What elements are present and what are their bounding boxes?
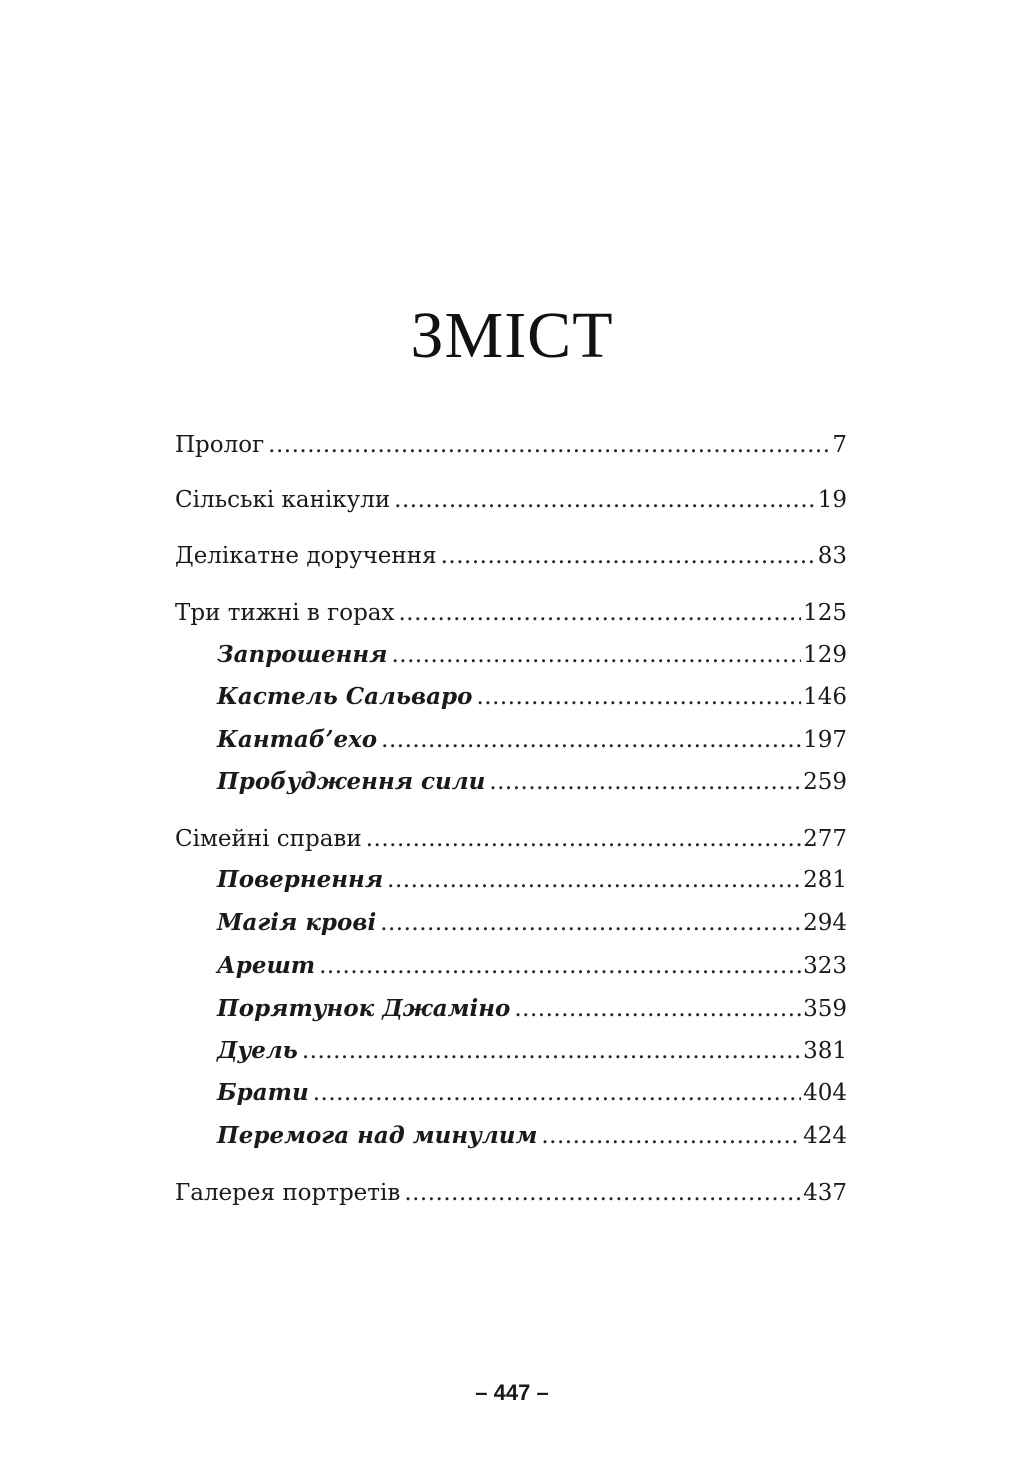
toc-entry-page: 294 [803,910,847,936]
toc-subentry-duel[interactable] [217,1034,847,1068]
dot-leader [541,1119,801,1153]
toc-entry-label: Перемога над минулим [217,1122,538,1149]
toc-subentry-cantabecho[interactable] [217,723,847,757]
toc-subentry-awakening-power[interactable] [217,765,847,799]
toc-entry-label: Сімейні справи [175,826,362,852]
toc-subentry-invitation[interactable] [217,638,847,672]
toc-entry-page: 277 [803,826,847,852]
dot-leader [398,596,801,630]
toc-subentry-castel-salvaro[interactable] [217,680,847,714]
dot-leader [391,638,801,672]
toc-entry-page: 323 [803,953,847,979]
toc-entry-page: 83 [817,543,847,569]
toc-entry-page: 146 [803,684,847,710]
toc-entry-label: Пробудження сили [217,768,486,795]
dot-leader [381,723,801,757]
toc-entry-page: 129 [803,642,847,668]
dot-leader [404,1176,801,1210]
toc-entry-label: Кастель Сальваро [217,683,473,710]
dot-leader [302,1034,801,1068]
page-number: – 447 – [475,1380,549,1405]
toc-entry-page: 359 [803,996,847,1022]
dot-leader [268,428,830,462]
toc-entry-label: Сільські канікули [175,487,391,513]
toc-entry-page: 197 [803,727,847,753]
dot-leader [387,863,801,897]
dot-leader [489,765,801,799]
toc-entry-label: Пролог [175,432,265,458]
toc-entry-label: Дуель [217,1037,298,1064]
toc-subentry-blood-magic[interactable] [217,906,847,940]
dot-leader [380,906,801,940]
toc-entry-label: Арешт [217,952,316,979]
dot-leader [313,1076,801,1110]
toc-subentry-return[interactable] [217,863,847,897]
dot-leader [441,539,816,573]
toc-entry-family-affairs[interactable] [175,822,847,856]
toc-entry-page: 424 [803,1123,847,1149]
toc-entry-page: 404 [803,1080,847,1106]
toc-entry-delicate-assignment[interactable] [175,539,847,573]
toc-entry-prologue[interactable] [175,428,847,462]
toc-entry-label: Кантаб’ехо [217,726,378,753]
page-title: ЗМІСТ [410,299,614,372]
toc-entry-page: 259 [803,769,847,795]
toc-entry-label: Порятунок Джаміно [217,995,511,1022]
toc-entry-page: 381 [803,1038,847,1064]
dot-leader [476,680,801,714]
toc-subentry-rescue-jamino[interactable] [217,992,847,1026]
toc-entry-page: 281 [803,867,847,893]
toc-subentry-brothers[interactable] [217,1076,847,1110]
toc-entry-label: Галерея портретів [175,1180,401,1206]
toc-entry-label: Брати [217,1079,309,1106]
toc-entry-page: 437 [803,1180,847,1206]
toc-entry-village-holidays[interactable] [175,483,847,517]
toc-entry-three-weeks-mountains[interactable] [175,596,847,630]
toc-entry-label: Три тижні в горах [175,600,395,626]
toc-entry-page: 19 [817,487,847,513]
dot-leader [366,822,801,856]
dot-leader [319,949,801,983]
dot-leader [514,992,801,1026]
toc-entry-label: Запрошення [217,641,388,668]
toc-subentry-arrest[interactable] [217,949,847,983]
toc-entry-page: 7 [832,432,847,458]
dot-leader [394,483,816,517]
toc-entry-label: Повернення [217,866,384,893]
table-of-contents [175,0,847,1477]
toc-entry-portrait-gallery[interactable] [175,1176,847,1210]
toc-entry-page: 125 [803,600,847,626]
toc-subentry-victory-over-past[interactable] [217,1119,847,1153]
toc-entry-label: Магія крові [217,909,377,936]
toc-entry-label: Делікатне доручення [175,543,437,569]
